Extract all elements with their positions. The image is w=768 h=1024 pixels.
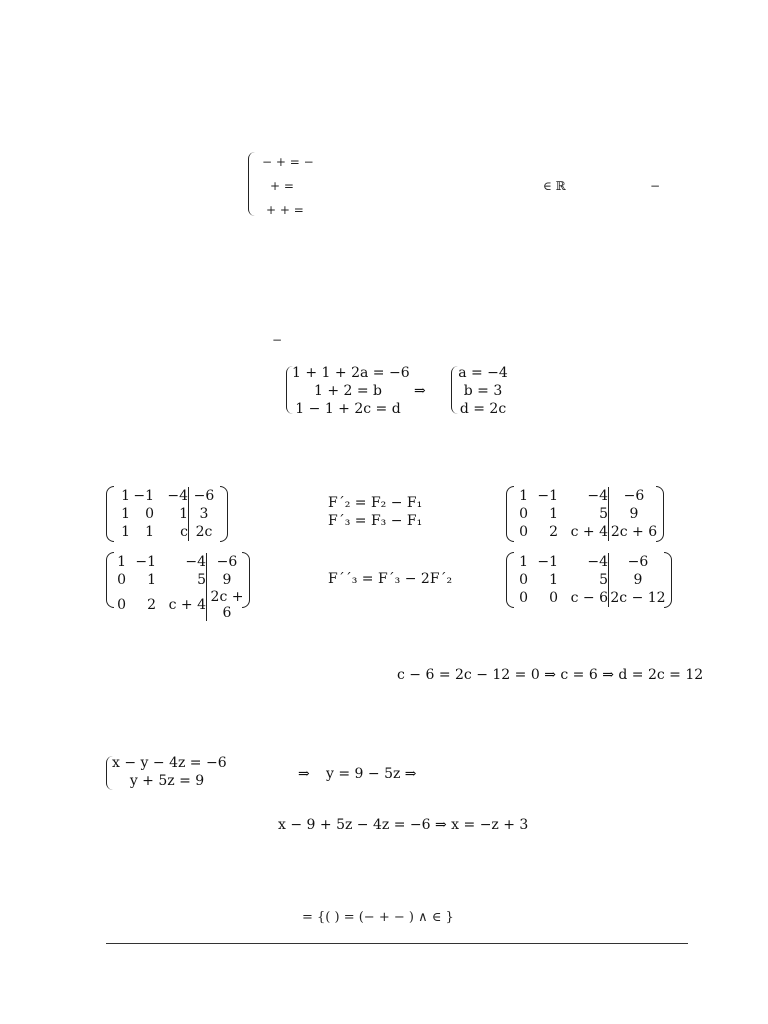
matrix-3-table: 1 −1 −4 −6 0 1 5 9 0 2 c + 4 2c + 6	[114, 553, 247, 621]
minus-mark: −	[272, 333, 283, 347]
matrix-1-table: 1 −1 −4 −6 1 0 1 3 1 1 c 2c	[114, 487, 219, 541]
row-operation-2: F´´₃ = F´₃ − 2F´₂	[328, 571, 453, 587]
solution-set: = {( ) = (− + − ) ∧ ∈ }	[302, 910, 454, 925]
system2-arrow: ⇒	[414, 383, 426, 399]
equation-c: c − 6 = 2c − 12 = 0 ⇒ c = 6 ⇒ d = 2c = 12	[397, 667, 704, 683]
system3-row: x − y − 4z = −6	[112, 755, 227, 771]
system1-brace	[248, 152, 255, 216]
matrix-2-table: 1 −1 −4 −6 0 1 5 9 0 2 c + 4 2c + 6	[519, 488, 658, 540]
augmented-matrix-2	[506, 486, 664, 542]
system1-row-2: + =	[270, 179, 294, 193]
system2-left-row: 1 + 2 = b	[313, 383, 383, 399]
system2-left-row: 1 − 1 + 2c = d	[295, 401, 401, 417]
matrix-4-table: 1 −1 −4 −6 0 1 5 9 0 0 c − 6 2c − 12	[519, 554, 666, 606]
system1-row-1: − + = −	[262, 155, 314, 169]
footer-divider	[106, 943, 688, 944]
system2-right-row: d = 2c	[459, 401, 507, 417]
row-operations-1	[328, 494, 422, 530]
system2-right	[457, 364, 509, 418]
system3-result: y = 9 − 5z ⇒	[326, 766, 417, 782]
system1-row-3: + + =	[266, 203, 304, 217]
system1-minus: −	[650, 179, 661, 193]
augmented-matrix-1	[106, 486, 228, 542]
row-op: F´₃ = F₃ − F₁	[328, 513, 423, 529]
row-op: F´₂ = F₂ − F₁	[328, 495, 423, 511]
system3-arrow: ⇒	[298, 766, 310, 782]
equation-x: x − 9 + 5z − 4z = −6 ⇒ x = −z + 3	[278, 817, 529, 833]
system3-row: y + 5z = 9	[129, 773, 205, 789]
augmented-matrix-4	[506, 552, 672, 608]
system2-left-row: 1 + 1 + 2a = −6	[292, 365, 410, 381]
augmented-matrix-3	[106, 552, 250, 621]
system2-left	[292, 364, 410, 418]
system2-right-row: a = −4	[458, 365, 508, 381]
system1-in-r: ∈ ℝ	[543, 179, 566, 193]
system3	[112, 754, 227, 790]
system2-right-row: b = 3	[463, 383, 503, 399]
